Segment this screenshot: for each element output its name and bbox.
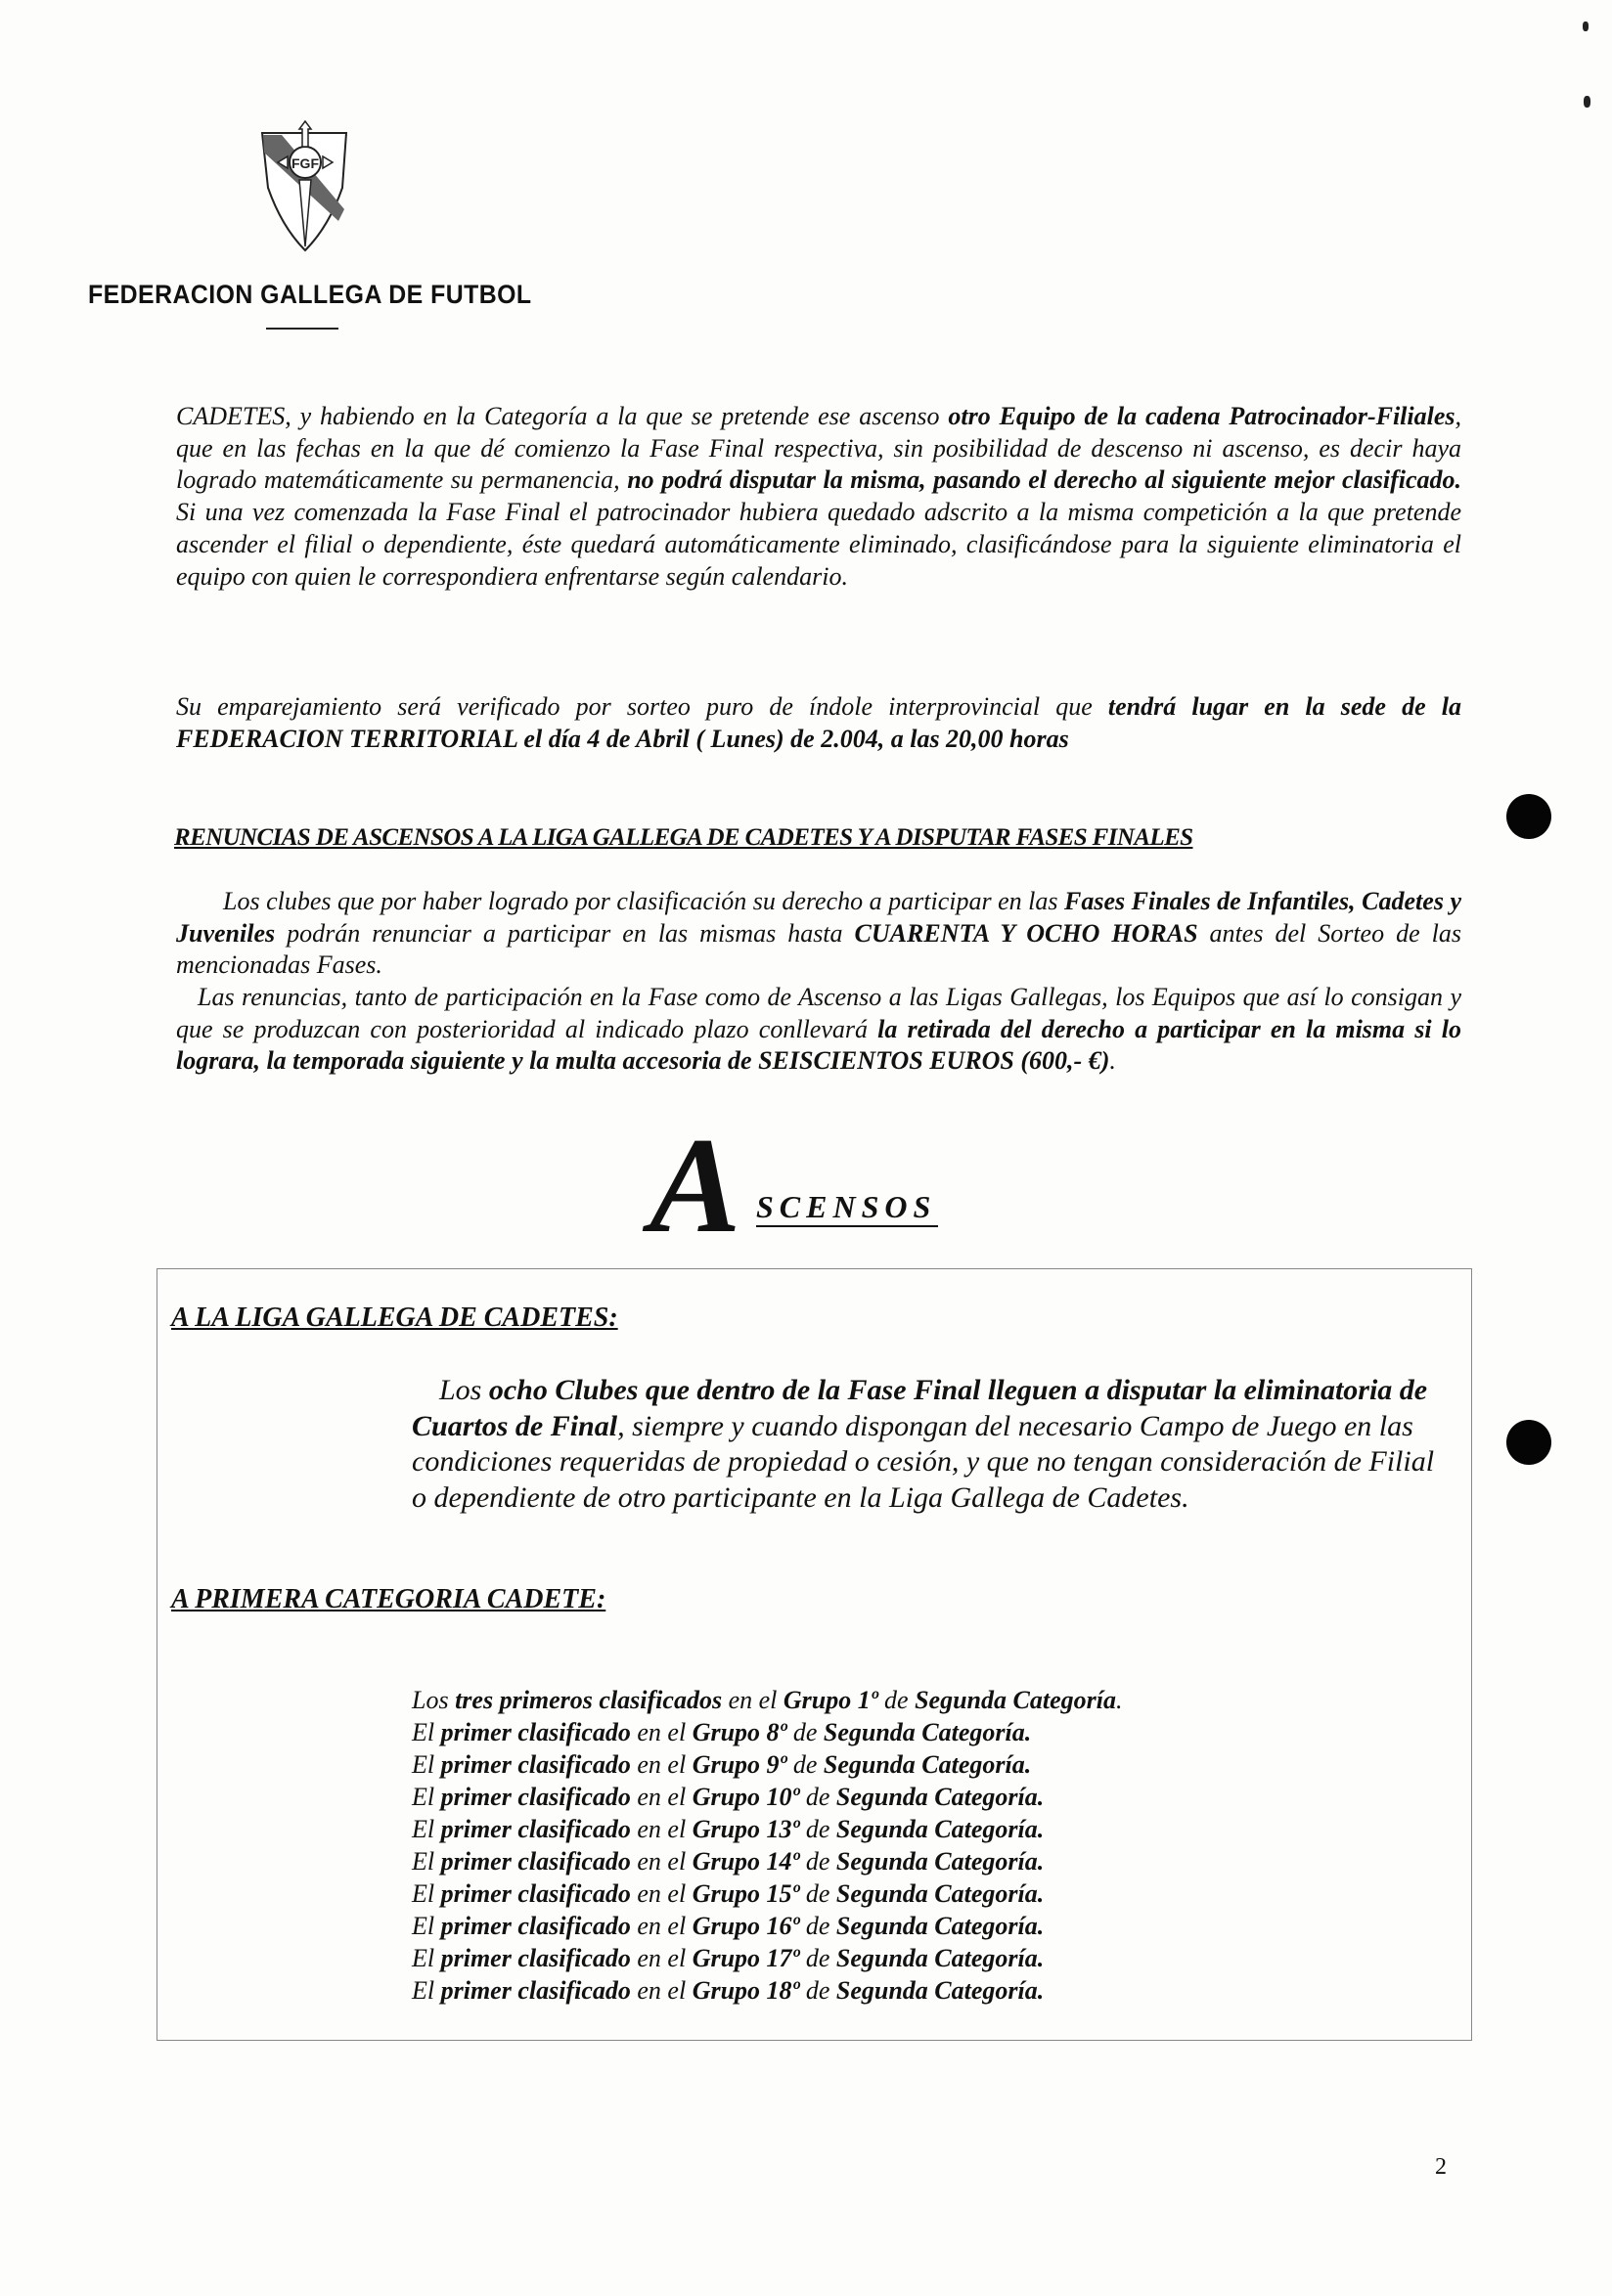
list-item: [412, 1877, 1122, 1910]
bold-text: Segunda Categoría.: [835, 1783, 1045, 1811]
bold-text: tres primeros clasificados: [455, 1686, 723, 1714]
ascensos-title-initial: A: [649, 1110, 741, 1261]
text-run: de: [799, 1944, 836, 1972]
text-run: en el: [630, 1783, 693, 1811]
bold-text: Segunda Categoría.: [823, 1718, 1032, 1746]
paragraph-liga-gallega: [412, 1373, 1449, 1516]
text-run: Las renuncias, tanto de participación en la Fase como de Ascenso a las Ligas Gallegas, los Equipos que así lo consigan y que se produzcan con posterioridad al indicado plazo conllevará: [176, 983, 1461, 1043]
text-run: El: [412, 1783, 441, 1811]
text-run: El: [412, 1718, 441, 1746]
list-item: [412, 1910, 1122, 1942]
text-run: en el: [722, 1686, 784, 1714]
bold-text: Segunda Categoría.: [835, 1847, 1045, 1876]
bold-text: primer clasificado: [440, 1718, 631, 1746]
text-run: de: [786, 1750, 824, 1779]
list-item: [412, 1942, 1122, 1974]
text-run: de: [799, 1847, 836, 1876]
text-run: de: [799, 1815, 836, 1843]
bold-text: Segunda Categoría.: [835, 1912, 1045, 1940]
text-run: Si una vez comenzada la Fase Final el patrocinador hubiera quedado adscrito a la misma competición a la que pretende ascender el filial o dependiente, éste quedará automáticamente eliminado, clasificándose para la siguiente eliminatoria el equipo con quien le correspondiera enfrentarse según calendario.: [176, 498, 1461, 591]
paragraph-renuncias-multa: [176, 982, 1461, 1078]
bold-text: no podrá disputar la misma, pasando el derecho al siguiente mejor clasificado.: [627, 465, 1461, 495]
text-run: El: [412, 1815, 441, 1843]
text-run: de: [799, 1912, 836, 1940]
bold-text: primer clasificado: [440, 1944, 631, 1972]
text-run: en el: [630, 1944, 693, 1972]
bold-text: Grupo 15º: [692, 1879, 800, 1908]
bold-text: Grupo 8º: [692, 1718, 787, 1746]
bold-text: Segunda Categoría: [915, 1686, 1116, 1714]
ascensos-title: SCENSOS: [756, 1189, 938, 1227]
scan-speck: [1583, 22, 1589, 31]
promotion-list: [412, 1684, 1122, 2007]
text-run: .: [1109, 1046, 1116, 1076]
text-run: , que en las fechas en la que dé comienzo la Fase Final respectiva, sin posibilidad de descenso ni ascenso, es decir haya logrado matemáticamente su permanencia,: [176, 402, 1461, 495]
bold-text: Segunda Categoría.: [835, 1815, 1045, 1843]
bold-text: Grupo 14º: [692, 1847, 800, 1876]
organization-name: FEDERACION GALLEGA DE FUTBOL: [88, 280, 532, 309]
text-run: , siempre y cuando dispongan del necesario Campo de Juego en las condiciones requeridas de propiedad o cesión, y que no tengan consideración de Filial o dependiente de otro participante en la Liga Gallega de Cadetes.: [412, 1409, 1435, 1514]
list-item: [412, 1684, 1122, 1716]
heading-liga-gallega: A LA LIGA GALLEGA DE CADETES:: [171, 1303, 618, 1333]
text-run: Su emparejamiento será verificado por sorteo puro de índole interprovincial que: [176, 692, 1108, 721]
federation-crest-logo: [260, 119, 350, 252]
text-run: El: [412, 1944, 441, 1972]
bold-text: la retirada del derecho a participar en la misma si lo lograra, la temporada siguiente y la multa accesoria de SEISCIENTOS EUROS (600,- €): [176, 1014, 1461, 1076]
punch-hole-mark: [1506, 1420, 1551, 1465]
text-run: El: [412, 1912, 441, 1940]
text-run: de: [799, 1783, 836, 1811]
bold-text: Grupo 17º: [692, 1944, 800, 1972]
header-divider: [266, 328, 338, 330]
text-run: El: [412, 1847, 441, 1876]
bold-text: primer clasificado: [440, 1750, 631, 1779]
text-run: antes del Sorteo de las mencionadas Fases.: [176, 918, 1461, 980]
page-number: 2: [1435, 2154, 1447, 2180]
punch-hole-mark: [1506, 794, 1551, 839]
text-run: .: [1115, 1686, 1123, 1714]
text-run: de: [799, 1976, 836, 2005]
bold-text: Grupo 16º: [692, 1912, 800, 1940]
bold-text: primer clasificado: [440, 1879, 631, 1908]
text-run: Los: [412, 1686, 456, 1714]
heading-primera-categoria: A PRIMERA CATEGORIA CADETE:: [171, 1584, 606, 1614]
bold-text: CUARENTA Y OCHO HORAS: [854, 918, 1198, 948]
text-run: El: [412, 1879, 441, 1908]
bold-text: Fases Finales de Infantiles, Cadetes y Juveniles: [176, 887, 1461, 948]
text-run: en el: [630, 1912, 693, 1940]
bold-text: Segunda Categoría.: [835, 1944, 1045, 1972]
text-run: de: [877, 1686, 916, 1714]
paragraph-renuncias-plazo: [176, 886, 1461, 982]
text-run: El: [412, 1976, 441, 2005]
text-run: de: [786, 1718, 824, 1746]
svg-text:FGF: FGF: [291, 155, 319, 171]
bold-text: ocho Clubes que dentro de la Fase Final lleguen a disputar la eliminatoria de Cuartos de Final: [412, 1374, 1428, 1442]
text-run: Los clubes que por haber logrado por clasificación su derecho a participar en las: [223, 887, 1065, 915]
bold-text: Grupo 13º: [692, 1815, 800, 1843]
bold-text: Grupo 1º: [783, 1686, 878, 1714]
list-item: [412, 1845, 1122, 1877]
heading-renuncias: RENUNCIAS DE ASCENSOS A LA LIGA GALLEGA DE CADETES Y A DISPUTAR FASES FINALES: [174, 824, 1193, 851]
text-run: Los: [439, 1374, 489, 1406]
text-run: de: [799, 1879, 836, 1908]
bold-text: primer clasificado: [440, 1815, 631, 1843]
text-run: CADETES, y habiendo en la Categoría a la que se pretende ese ascenso: [176, 402, 949, 430]
text-run: en el: [630, 1976, 693, 2005]
paragraph-sorteo: [176, 691, 1461, 755]
bold-text: tendrá lugar en la sede de la FEDERACION TERRITORIAL el día 4 de Abril ( Lunes) de 2.004, a las 20,00 horas: [176, 692, 1461, 753]
bold-text: Grupo 18º: [692, 1976, 800, 2005]
bold-text: primer clasificado: [440, 1783, 631, 1811]
text-run: en el: [630, 1879, 693, 1908]
list-item: [412, 1781, 1122, 1813]
bold-text: Grupo 10º: [692, 1783, 800, 1811]
bold-text: Segunda Categoría.: [835, 1976, 1045, 2005]
bold-text: Grupo 9º: [692, 1750, 787, 1779]
list-item: [412, 1813, 1122, 1845]
text-run: en el: [630, 1750, 693, 1779]
text-run: en el: [630, 1847, 693, 1876]
bold-text: Segunda Categoría.: [835, 1879, 1045, 1908]
bold-text: Segunda Categoría.: [823, 1750, 1032, 1779]
scan-speck: [1584, 96, 1590, 108]
text-run: El: [412, 1750, 441, 1779]
bold-text: primer clasificado: [440, 1912, 631, 1940]
text-run: en el: [630, 1815, 693, 1843]
bold-text: otro Equipo de la cadena Patrocinador-Filiales: [948, 402, 1455, 430]
list-item: [412, 1716, 1122, 1748]
list-item: [412, 1748, 1122, 1781]
bold-text: primer clasificado: [440, 1847, 631, 1876]
bold-text: primer clasificado: [440, 1976, 631, 2005]
list-item: [412, 1974, 1122, 2007]
paragraph-filiales: [176, 401, 1461, 593]
text-run: en el: [630, 1718, 693, 1746]
text-run: podrán renunciar a participar en las mismas hasta: [275, 918, 855, 948]
